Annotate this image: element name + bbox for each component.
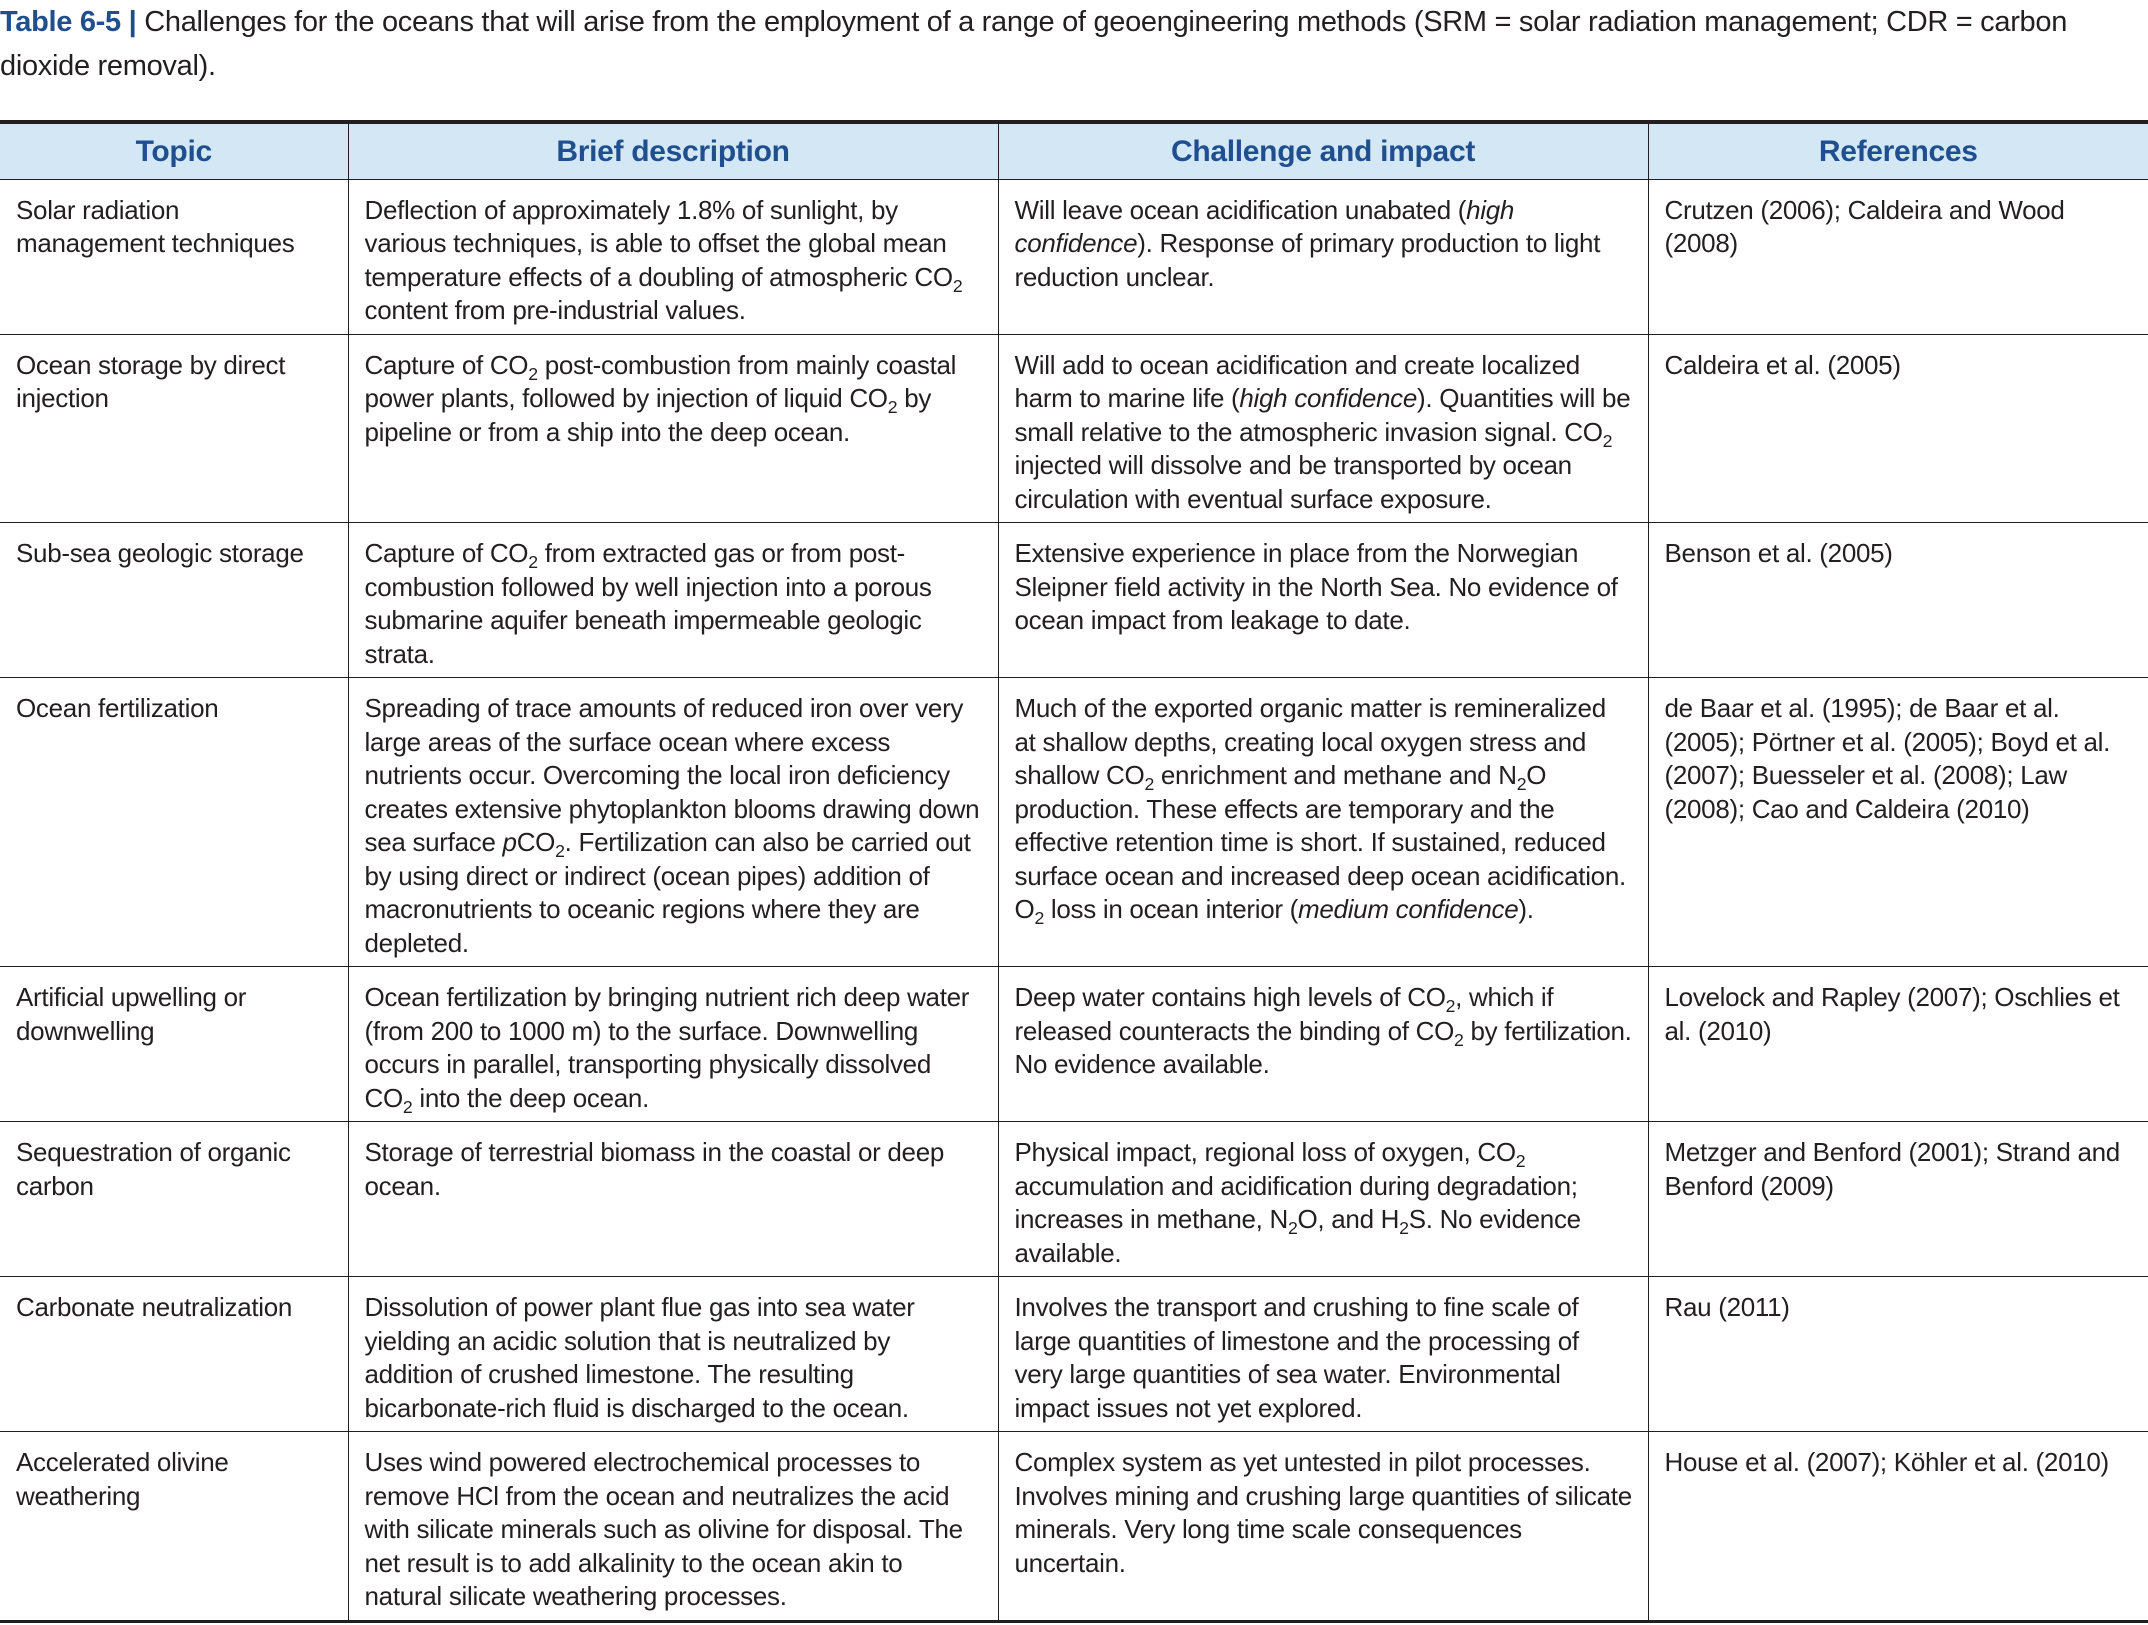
text-run: Deep water contains high levels of CO — [1014, 982, 1446, 1012]
subscript: 2 — [887, 397, 898, 418]
subscript: 2 — [402, 1096, 413, 1117]
table-row — [0, 334, 2148, 523]
cell-references: de Baar et al. (1995); de Baar et al. (2005); Pörtner et al. (2005); Boyd et al. (2007); Buesseler et al. (2008); Law (2008); Cao and Caldeira (2010) — [1648, 678, 2148, 967]
text-run: by pipeline or from a ship into the deep ocean. — [364, 383, 932, 447]
text-run: accumulation and acidification during degradation; increases in methane, N — [1014, 1170, 1578, 1234]
table-row — [0, 1432, 2148, 1622]
cell-topic: Carbonate neutralization — [0, 1277, 348, 1432]
subscript: 2 — [528, 363, 538, 384]
text-run: content from pre-industrial values. — [364, 295, 746, 325]
cell-challenge — [998, 678, 1648, 967]
cell-challenge — [998, 1122, 1648, 1277]
text-run: injected will dissolve and be transported by ocean circulation with eventual surface exposure. — [1014, 450, 1572, 514]
text-run: ). — [1518, 894, 1534, 924]
cell-topic: Sub-sea geologic storage — [0, 523, 348, 678]
caption-separator: | — [128, 6, 137, 38]
table-row — [0, 1122, 2148, 1277]
cell-description — [348, 523, 998, 678]
cell-description — [348, 334, 998, 523]
subscript: 2 — [1516, 774, 1527, 795]
cell-topic: Ocean storage by direct injection — [0, 334, 348, 523]
subscript: 2 — [528, 552, 538, 573]
cell-challenge — [998, 967, 1648, 1122]
header-row — [0, 122, 2148, 179]
header-challenge-and-impact: Challenge and impact — [998, 122, 1648, 179]
cell-challenge — [998, 179, 1648, 334]
cell-references: House et al. (2007); Köhler et al. (2010) — [1648, 1432, 2148, 1622]
table-row — [0, 179, 2148, 334]
text-run: Spreading of trace amounts of reduced iron over very large areas of the surface ocean where excess nutrients occur. Overcoming the local iron deficiency creates extensive phytoplankton blooms drawing down sea surface — [364, 693, 980, 857]
text-run: Extensive experience in place from the Norwegian Sleipner field activity in the North Sea. No evidence of ocean impact from leakage to date. — [1014, 538, 1618, 635]
italic-text: high confidence — [1014, 194, 1515, 258]
cell-topic: Ocean fertilization — [0, 678, 348, 967]
text-run: Complex system as yet untested in pilot processes. Involves mining and crushing large quantities of silicate minerals. Very long time scale consequences uncertain. — [1014, 1447, 1632, 1578]
cell-references: Rau (2011) — [1648, 1277, 2148, 1432]
cell-references: Caldeira et al. (2005) — [1648, 334, 2148, 523]
cell-topic: Solar radiation management techniques — [0, 179, 348, 334]
text-run: by fertilization. No evidence available. — [1014, 1015, 1632, 1079]
text-run: Physical impact, regional loss of oxygen, CO — [1014, 1137, 1516, 1167]
cell-challenge — [998, 1432, 1648, 1622]
text-run: Capture of CO — [364, 538, 529, 568]
header-references: References — [1648, 122, 2148, 179]
text-run: Dissolution of power plant flue gas into sea water yielding an acidic solution that is neutralized by addition of crushed limestone. The resulting bicarbonate-rich fluid is discharged to the ocean. — [364, 1292, 915, 1423]
subscript: 2 — [555, 841, 565, 862]
italic-text: medium confidence — [1298, 894, 1519, 924]
subscript: 2 — [1445, 996, 1456, 1017]
text-run: enrichment and methane and N — [1153, 760, 1517, 790]
text-run: ). Quantities will be small relative to the atmospheric invasion signal. CO — [1014, 383, 1631, 447]
text-run: Much of the exported organic matter is remineralized at shallow depths, creating local oxygen stress and shallow CO — [1014, 693, 1606, 790]
text-run: O, and H — [1297, 1204, 1400, 1234]
text-run: , which if released counteracts the binding of CO — [1014, 982, 1554, 1046]
text-run: loss in ocean interior ( — [1043, 894, 1299, 924]
cell-challenge — [998, 334, 1648, 523]
cell-description — [348, 678, 998, 967]
text-run: ). Response of primary production to light reduction unclear. — [1014, 228, 1601, 292]
text-run: Capture of CO — [364, 349, 529, 380]
italic-text: p — [502, 827, 517, 857]
text-run: Will add to ocean acidification and create localized harm to marine life ( — [1014, 349, 1580, 413]
table-row — [0, 967, 2148, 1122]
italic-text: high confidence — [1239, 383, 1418, 413]
table-row — [0, 523, 2148, 678]
text-run: Storage of terrestrial biomass in the coastal or deep ocean. — [364, 1137, 945, 1201]
text-run: Involves the transport and crushing to fine scale of large quantities of limestone and the processing of very large quantities of sea water. Environmental impact issues not yet explored. — [1014, 1292, 1579, 1423]
cell-challenge — [998, 1277, 1648, 1432]
cell-description — [348, 1277, 998, 1432]
cell-references: Lovelock and Rapley (2007); Oschlies et al. (2010) — [1648, 967, 2148, 1122]
table-row — [0, 1277, 2148, 1432]
cell-description — [348, 1122, 998, 1277]
subscript: 2 — [1515, 1151, 1526, 1172]
text-run: S. No evidence available. — [1014, 1204, 1581, 1268]
text-run: into the deep ocean. — [412, 1082, 649, 1113]
text-run: CO — [516, 827, 556, 857]
table-label: Table 6-5 — [0, 6, 121, 38]
text-run: post-combustion from mainly coastal power plants, followed by injection of liquid CO — [364, 349, 957, 413]
subscript: 2 — [1287, 1218, 1298, 1239]
subscript: 2 — [1454, 1029, 1464, 1050]
cell-references: Crutzen (2006); Caldeira and Wood (2008) — [1648, 179, 2148, 334]
table-caption — [0, 0, 2148, 88]
text-run: Deflection of approximately 1.8% of sunlight, by various techniques, is able to offset the global mean temperature effects of a doubling of atmospheric CO — [364, 194, 953, 292]
subscript: 2 — [1144, 774, 1154, 795]
text-run: from extracted gas or from post-combustion followed by well injection into a porous submarine aquifer beneath impermeable geologic strata. — [364, 538, 932, 669]
cell-description — [348, 179, 998, 334]
text-run: Ocean fertilization by bringing nutrient rich deep water (from 200 to 1000 m) to the surface. Downwelling occurs in parallel, transporting physically dissolved CO — [364, 982, 970, 1113]
subscript: 2 — [1602, 430, 1613, 451]
subscript: 2 — [1399, 1218, 1409, 1239]
text-run: Will leave ocean acidification unabated ( — [1014, 194, 1467, 225]
subscript: 2 — [1034, 908, 1044, 929]
text-run: Uses wind powered electrochemical processes to remove HCl from the ocean and neutralizes the acid with silicate minerals such as olivine for disposal. The net result is to add alkalinity to the ocean akin to natural silicate weathering processes. — [364, 1447, 963, 1611]
text-run: O production. These effects are temporary and the effective retention time is short. If sustained, reduced surface ocean and increased deep ocean acidification. O — [1014, 760, 1626, 924]
header-brief-description: Brief description — [348, 122, 998, 179]
cell-description — [348, 967, 998, 1122]
subscript: 2 — [952, 275, 963, 296]
cell-references: Benson et al. (2005) — [1648, 523, 2148, 678]
cell-topic: Sequestration of organic carbon — [0, 1122, 348, 1277]
cell-topic: Accelerated olivine weathering — [0, 1432, 348, 1622]
header-topic: Topic — [0, 122, 348, 179]
table-body — [0, 179, 2148, 1621]
cell-challenge — [998, 523, 1648, 678]
geoengineering-challenges-table — [0, 120, 2148, 1623]
table-row — [0, 678, 2148, 967]
cell-references: Metzger and Benford (2001); Strand and Benford (2009) — [1648, 1122, 2148, 1277]
text-run: . Fertilization can also be carried out by using direct or indirect (ocean pipes) addition of macronutrients to oceanic regions where they are depleted. — [364, 827, 971, 958]
caption-text: Challenges for the oceans that will arise from the employment of a range of geoengineering methods (SRM = solar radiation management; CDR = carbon dioxide removal). — [0, 6, 2068, 82]
cell-description — [348, 1432, 998, 1622]
cell-topic: Artificial upwelling or downwelling — [0, 967, 348, 1122]
